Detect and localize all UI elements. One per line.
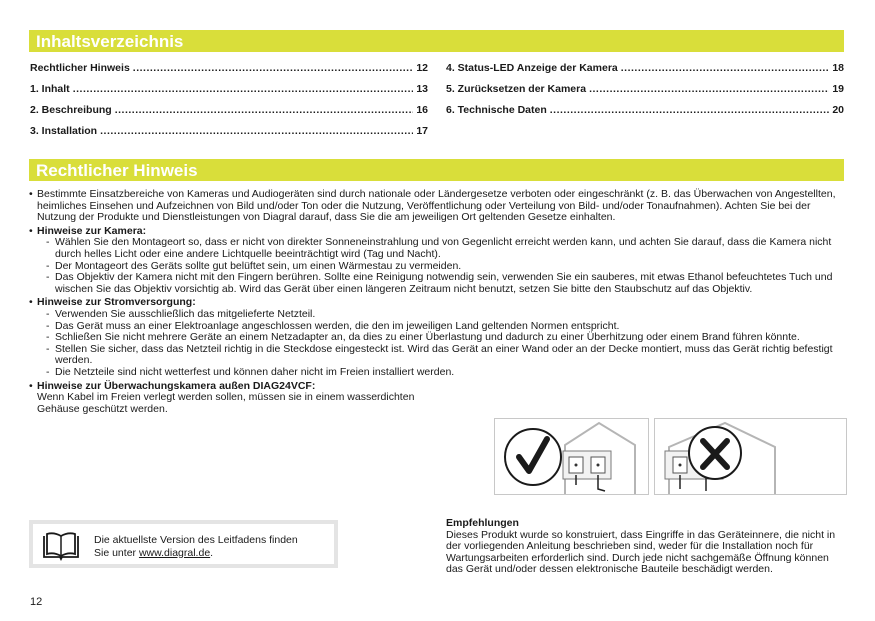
list-item: - Das Gerät muss an einer Elektroanlage angeschlossen werden, die den im jeweiligen Land geltenden Normen entspricht.	[37, 321, 849, 333]
legal-heading: Rechtlicher Hinweis	[29, 159, 844, 181]
toc-entry-label: 4. Status-LED Anzeige der Kamera	[446, 62, 618, 74]
page-number: 12	[30, 596, 43, 608]
recommendations-text: Dieses Produkt wurde so konstruiert, dass Eingriffe in das Geräteinnere, die nicht in der vorliegenden Anleitung beschrieben sind, weder für die Installation noch für Wartungsarbeiten erforderlich sind. Durch jede nicht sachgemäße Öffnung können das Gerät und/oder dessen elektronische Bauteile beschädigt werden.	[446, 528, 836, 576]
camera-notes-heading: • Hinweise zur Kamera:	[37, 224, 147, 237]
recommendations	[446, 518, 848, 576]
toc-leader-dots	[115, 104, 414, 116]
recommendations-heading: Empfehlungen	[446, 517, 519, 529]
outdoor-notes-text: Wenn Kabel im Freien verlegt werden sollen, müssen sie in einem wasserdichten Gehäuse geschützt werden.	[37, 391, 415, 415]
toc-entry-label: 3. Installation	[30, 125, 98, 137]
toc-entry-page: 16	[416, 104, 428, 116]
correct-install-illustration	[494, 418, 649, 495]
toc-entry[interactable]	[446, 62, 844, 83]
incorrect-install-illustration	[654, 418, 847, 495]
toc-entry-label: 1. Inhalt	[30, 83, 70, 95]
diagral-link[interactable]: www.diagral.de	[138, 546, 211, 559]
check-icon	[505, 429, 561, 485]
toc-entry[interactable]	[30, 104, 428, 125]
guide-version-prefix: Sie unter	[94, 546, 139, 559]
guide-version-note	[29, 520, 338, 568]
toc-entry-page: 17	[416, 125, 428, 137]
toc-entry-label: 2. Beschreibung	[30, 104, 112, 116]
camera-notes	[29, 226, 849, 296]
toc-entry-page: 19	[832, 83, 844, 95]
toc-leader-dots	[550, 104, 830, 116]
outdoor-notes-heading: • Hinweise zur Überwachungskamera außen DIAG24VCF:	[37, 379, 316, 392]
legal-content	[29, 189, 849, 417]
toc-leader-dots	[100, 125, 413, 137]
list-item: - Das Objektiv der Kamera nicht mit den Fingern berühren. Sollte eine Reinigung notwendig sein, verwenden Sie ein sauberes, mit etwas Ethanol befeuchtetes Tuch und wischen Sie das Objektiv vorsichtig ab. Wird das Gerät über einen längeren Zeitraum nicht benutzt, setzen Sie bitte den Staubschutz auf das Objektiv.	[37, 272, 849, 295]
toc-entry[interactable]	[30, 125, 428, 146]
toc-leader-dots	[621, 62, 830, 74]
toc-entry[interactable]	[30, 83, 428, 104]
toc-entry-page: 13	[416, 83, 428, 95]
guide-version-line2	[94, 547, 298, 560]
list-item: - Verwenden Sie ausschließlich das mitgelieferte Netzteil.	[37, 309, 849, 321]
toc-leader-dots	[133, 62, 414, 74]
power-notes-heading: • Hinweise zur Stromversorgung:	[37, 296, 196, 309]
toc-entry[interactable]	[446, 104, 844, 125]
toc-leader-dots	[73, 83, 414, 95]
outdoor-notes	[29, 381, 447, 416]
list-item: - Stellen Sie sicher, dass das Netzteil richtig in die Steckdose eingesteckt ist. Wird das Gerät an einer Wand oder an der Decke montiert, muss das Gerät richtig befestigt werden.	[37, 344, 849, 367]
guide-version-line1: Die aktuellste Version des Leitfadens finden	[94, 534, 298, 546]
guide-version-suffix: .	[210, 546, 214, 559]
toc-heading: Inhaltsverzeichnis	[29, 30, 844, 52]
toc-entry-label: 6. Technische Daten	[446, 104, 547, 116]
toc-entry-page: 12	[416, 62, 428, 74]
power-notes	[29, 297, 849, 378]
guide-version-text	[94, 534, 298, 559]
list-item: - Der Montageort des Geräts sollte gut belüftet sein, um einen Wärmestau zu vermeiden.	[37, 261, 849, 273]
toc-entry-page: 20	[832, 104, 844, 116]
toc-left-column	[30, 62, 428, 146]
list-item: - Wählen Sie den Montageort so, dass er nicht von direkter Sonneneinstrahlung und von Gegenlicht erreicht werden kann, und achten Sie darauf, dass die Kamera nicht durch helles Licht oder eine andere Lichtquelle beeinträchtigt wird (Tag und Nacht).	[37, 237, 849, 260]
toc-entry-label: Rechtlicher Hinweis	[30, 62, 130, 74]
toc-entry-page: 18	[832, 62, 844, 74]
toc-entry[interactable]	[446, 83, 844, 104]
cross-icon	[689, 427, 741, 479]
toc-right-column	[446, 62, 844, 125]
legal-intro: • Bestimmte Einsatzbereiche von Kameras und Audiogeräten sind durch nationale oder Ländergesetze verboten oder eingeschränkt (z. B. das Überwachen von Angestellten, heimliches Einsehen und Aufzeichnen von Bild und/oder Ton oder die Nutzung, Veröffentlichung oder Verteilung von Bild- und/oder Tonaufnahmen). Achten Sie bei der Nutzung der Produkte und Dienstleistungen von Diagral darauf, dass Sie die am jeweiligen Ort geltenden Gesetze einhalten.	[29, 189, 849, 224]
toc-entry[interactable]	[30, 62, 428, 83]
list-item: - Schließen Sie nicht mehrere Geräte an einem Netzadapter an, da dies zu einer Überlastung und dadurch zu einer Überhitzung oder einem Brand führen könnte.	[37, 332, 849, 344]
toc-entry-label: 5. Zurücksetzen der Kamera	[446, 83, 587, 95]
toc-leader-dots	[589, 83, 829, 95]
list-item: - Die Netzteile sind nicht wetterfest und können daher nicht im Freien installiert werden.	[37, 367, 465, 379]
book-icon	[42, 531, 80, 561]
